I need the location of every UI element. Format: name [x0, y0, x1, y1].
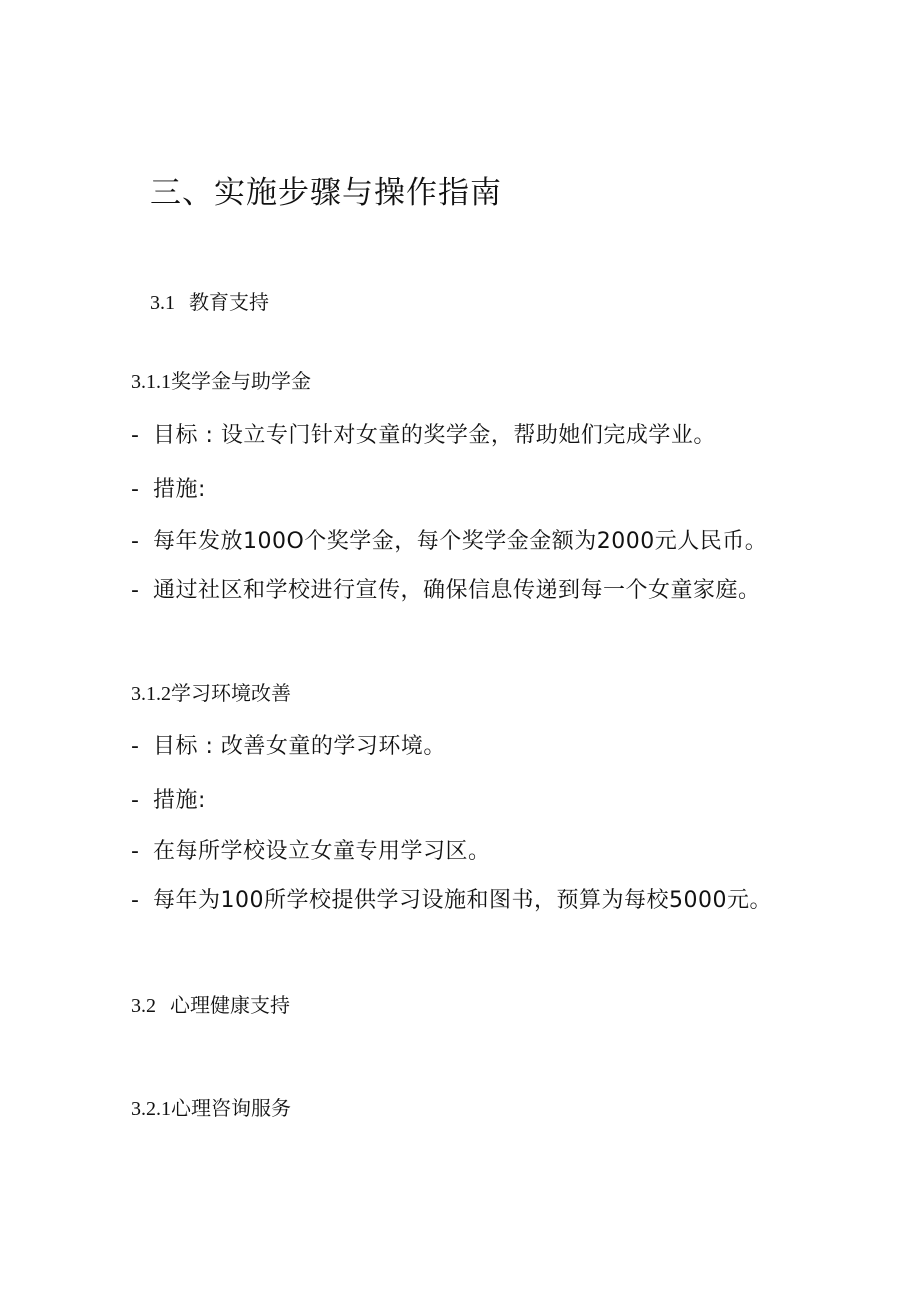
- dash-bullet: -: [131, 888, 140, 913]
- list-item: [131, 580, 761, 602]
- dash-bullet: -: [131, 578, 140, 603]
- list-item-text: 在每所学校设立女童专用学习区。: [153, 839, 491, 864]
- section-heading-3-2-1: [131, 1098, 291, 1119]
- list-item-text: 通过社区和学校进行宣传，确保信息传递到每一个女童家庭。: [153, 578, 761, 603]
- measures-label: 措施:: [153, 477, 206, 502]
- section-number: 3.1.2: [131, 683, 171, 705]
- goal-label: 目标 :: [153, 734, 214, 759]
- dash-bullet: -: [131, 734, 140, 759]
- section-number: 3.1.1: [131, 371, 171, 393]
- goal-text: 改善女童的学习环境。: [220, 734, 446, 759]
- list-item: [131, 890, 772, 912]
- goal-line: [131, 736, 446, 758]
- measures-label-line: [131, 790, 206, 812]
- section-title: 奖学金与助学金: [171, 369, 311, 393]
- dash-bullet: -: [131, 839, 140, 864]
- section-title: 心理健康支持: [170, 993, 290, 1017]
- list-item: [131, 841, 491, 863]
- list-item-text: 每年发放100O个奖学金，每个奖学金金额为2000元人民币。: [153, 529, 768, 554]
- list-item-text: 每年为100所学校提供学习设施和图书，预算为每校5000元。: [153, 888, 772, 913]
- section-number: 3.2.1: [131, 1098, 171, 1120]
- chapter-title: 三、实施步骤与操作指南: [150, 175, 502, 211]
- list-item: [131, 531, 767, 553]
- measures-label: 措施:: [153, 788, 206, 813]
- goal-text: 设立专门针对女童的奖学金，帮助她们完成学业。: [220, 423, 716, 448]
- section-title: 学习环境改善: [171, 681, 291, 705]
- goal-line: [131, 425, 716, 447]
- section-heading-3-1-2: [131, 683, 291, 704]
- dash-bullet: -: [131, 788, 140, 813]
- dash-bullet: -: [131, 423, 140, 448]
- section-title: 心理咨询服务: [171, 1096, 291, 1120]
- section-number: 3.2: [131, 995, 156, 1017]
- section-title: 教育支持: [189, 290, 269, 314]
- section-heading-3-1-1: [131, 371, 311, 392]
- measures-label-line: [131, 479, 206, 501]
- dash-bullet: -: [131, 477, 140, 502]
- section-heading-3-2: [131, 995, 290, 1016]
- section-heading-3-1: [150, 292, 269, 313]
- section-number: 3.1: [150, 292, 175, 314]
- dash-bullet: -: [131, 529, 140, 554]
- goal-label: 目标 :: [153, 423, 214, 448]
